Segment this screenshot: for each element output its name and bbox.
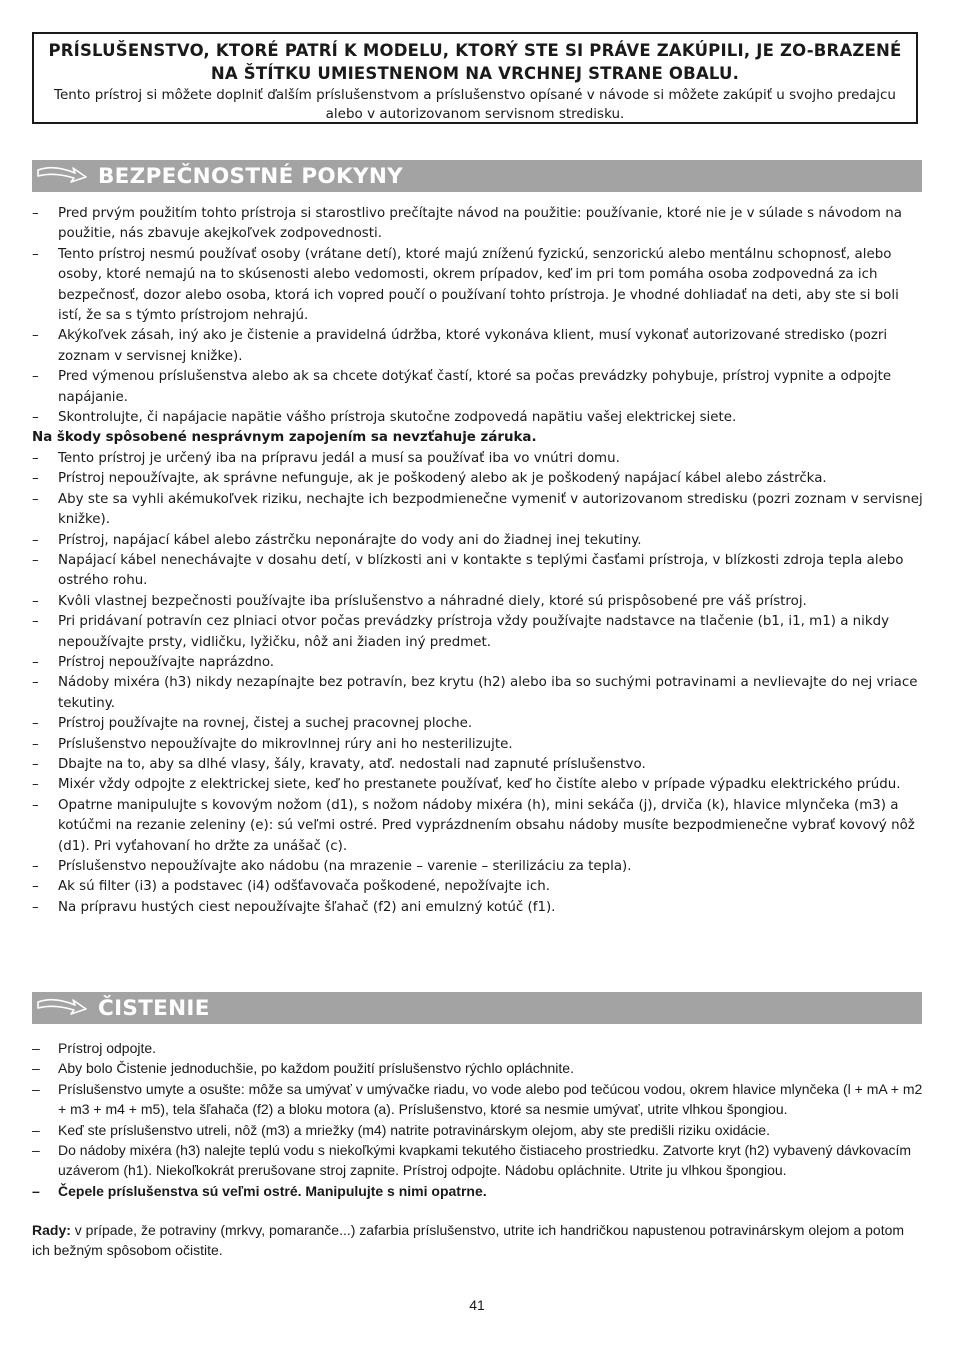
bullet-dash: –	[32, 410, 39, 426]
bullet-dash: –	[32, 532, 39, 548]
bullet-dash: –	[32, 593, 39, 609]
list-item-text: Ak sú filter (i3) a podstavec (i4) odšťavovača poškodené, nepožívajte ich.	[58, 879, 550, 895]
list-item-text: Tento prístroj je určený iba na prípravu jedál a musí sa používať iba vo vnútri domu.	[58, 450, 620, 466]
tip-paragraph	[32, 1220, 924, 1261]
list-item-text: Pri pridávaní potravín cez plniaci otvor počas prevádzky prístroja vždy používajte nadstavce na tlačenie (b1, i1, m1) a nikdy nepoužívajte prsty, vidličku, lyžičku, nôž ani žiaden iný predmet.	[58, 614, 890, 650]
list-item	[32, 1038, 924, 1058]
list-item	[32, 612, 924, 653]
bullet-dash: –	[32, 879, 39, 895]
bullet-dash: –	[32, 491, 39, 507]
list-item-text: Pred prvým použitím tohto prístroja si starostlivo prečítajte návod na použitie: používanie, ktoré nie je v súlade s návodom na použitie, nás zbavuje akejkoľvek zodpovednosti.	[58, 206, 902, 242]
bullet-dash: –	[32, 675, 39, 691]
tip-text: v prípade, že potraviny (mrkvy, pomaranče...) zafarbia príslušenstvo, utrite ich handričkou napustenou potravinárskym olejom a potom ich bežným spôsobom očistite.	[32, 1222, 905, 1259]
list-item-text: Aby ste sa vyhli akémukoľvek riziku, nechajte ich bezpodmienečne vymeniť v autorizovanom stredisku (pozri zoznam v servisnej knižke).	[58, 491, 923, 528]
list-item-text: Dbajte na to, aby sa dlhé vlasy, šály, kravaty, atď. nedostali nad zapnuté príslušenstvo.	[58, 756, 646, 772]
tip-label: Rady:	[32, 1222, 71, 1238]
list-item	[32, 367, 924, 408]
list-item-text: Napájací kábel nenechávajte v dosahu detí, v blízkosti ani v kontakte s teplými časťami prístroja, v blízkosti zdroja tepla alebo ostrého rohu.	[58, 552, 904, 589]
section-header-cleaning	[32, 992, 922, 1024]
list-item	[32, 1079, 924, 1120]
list-item-text: Prístroj, napájací kábel alebo zástrčku neponárajte do vody ani do žiadnej inej tekutiny.	[58, 532, 642, 548]
section-title-cleaning: ČISTENIE	[98, 996, 210, 1021]
list-item	[32, 857, 924, 877]
notice-title: PRÍSLUŠENSTVO, KTORÉ PATRÍ K MODELU, KTORÝ STE SI PRÁVE ZAKÚPILI, JE ZO-BRAZENÉ NA ŠTÍTKU UMIESTNENOM NA VRCHNEJ STRANE OBALU.	[48, 41, 902, 83]
arrow-icon	[35, 164, 89, 188]
list-item-text: Príslušenstvo umyte a osušte: môže sa umývať v umývačke riadu, vo vode alebo pod tečúcou vodou, okrem hlavice mlynčeka (l + mA + m2 + m3 + m4 + m5), tela šľahača (f2) a bloku motora (a). Príslušenstvo, ktoré sa nesmie umývať, utrite vlhkou špongiou.	[58, 1080, 923, 1118]
list-item-text: Aby bolo Čistenie jednoduchšie, po každom použití príslušenstvo rýchlo opláchnite.	[58, 1060, 574, 1077]
bullet-dash: –	[32, 1060, 40, 1077]
list-item	[32, 245, 924, 327]
list-item	[32, 449, 924, 469]
bullet-dash: –	[32, 246, 39, 262]
bullet-dash: –	[32, 716, 39, 732]
list-item	[32, 877, 924, 897]
list-item	[32, 775, 924, 795]
list-item	[32, 1058, 924, 1078]
list-item-text: Na prípravu hustých ciest nepoužívajte šľahač (f2) ani emulzný kotúč (f1).	[58, 899, 556, 915]
list-item	[32, 714, 924, 734]
list-item	[32, 592, 924, 612]
bullet-dash: –	[32, 328, 39, 344]
bullet-dash: –	[32, 797, 39, 813]
bullet-dash: –	[32, 1182, 40, 1199]
list-item-text: Akýkoľvek zásah, iný ako je čistenie a pravidelná údržba, ktoré vykonáva klient, musí vykonať autorizované stredisko (pozri zoznam v servisnej knižke).	[58, 328, 888, 364]
bullet-dash: –	[32, 471, 39, 487]
list-item	[32, 653, 924, 673]
list-item	[32, 1181, 924, 1201]
list-item	[32, 673, 924, 714]
list-item	[32, 531, 924, 551]
bullet-dash: –	[32, 777, 39, 793]
bullet-dash: –	[32, 369, 39, 385]
list-item	[32, 796, 924, 857]
arrow-icon	[35, 996, 89, 1020]
list-item-text: Pred výmenou príslušenstva alebo ak sa chcete dotýkať častí, ktoré sa počas prevádzky pohybuje, prístroj vypnite a odpojte napájanie.	[58, 369, 892, 405]
list-item	[32, 755, 924, 775]
bullet-dash: –	[32, 654, 39, 670]
notice-text: Tento prístroj si môžete doplniť ďalším príslušenstvom a príslušenstvo opísané v návode si môžete zakúpiť u svojho predajcu alebo v autorizovanom servisnom stredisku.	[54, 87, 896, 122]
bullet-dash: –	[32, 859, 39, 874]
bullet-dash: –	[32, 614, 39, 630]
page-number: 41	[469, 1297, 485, 1313]
list-item-text: Prístroj používajte na rovnej, čistej a suchej pracovnej ploche.	[58, 716, 473, 732]
list-item	[32, 326, 924, 367]
list-item-text: Opatrne manipulujte s kovovým nožom (d1), s nožom nádoby mixéra (h), mini sekáča (j), drviča (k), hlavice mlynčeka (m3) a kotúčmi na rezanie zeleniny (e): sú veľmi ostré. Pred vyprázdnením obsahu nádoby musíte bezpodmienečne vybrať kovový nôž (d1). Pri vyťahovaní ho držte za unášač (c).	[58, 797, 915, 854]
bullet-dash: –	[32, 206, 39, 221]
list-item	[32, 469, 924, 489]
bullet-dash: –	[32, 1142, 40, 1159]
bullet-dash: –	[32, 1040, 40, 1056]
section-header-safety	[32, 160, 922, 192]
list-item	[32, 408, 924, 428]
list-item	[32, 735, 924, 755]
list-item	[32, 1140, 924, 1181]
bullet-dash: –	[32, 552, 39, 568]
list-item-text: Mixér vždy odpojte z elektrickej siete, keď ho prestanete používať, keď ho čistíte alebo v prípade výpadku elektrického prúdu.	[58, 777, 901, 793]
list-item-text: Skontrolujte, či napájacie napätie vášho prístroja skutočne zodpovedá napätiu vašej elektrickej siete.	[58, 410, 737, 426]
accessories-notice-box	[32, 32, 918, 124]
list-item	[32, 490, 924, 531]
list-item-text: Keď ste príslušenstvo utreli, nôž (m3) a mriežky (m4) natrite potravinárskym olejom, aby ste predišli riziku oxidácie.	[58, 1121, 770, 1138]
list-item-text: Kvôli vlastnej bezpečnosti používajte iba príslušenstvo a náhradné diely, ktoré sú prispôsobené pre váš prístroj.	[58, 593, 807, 609]
list-item-text: Nádoby mixéra (h3) nikdy nezapínajte bez potravín, bez krytu (h2) alebo iba so suchými potravinami a nevlievajte do nej vriace tekutiny.	[58, 675, 918, 711]
list-item-text: Do nádoby mixéra (h3) nalejte teplú vodu s niekoľkými kvapkami tekutého čistiaceho prostriedku. Zatvorte kryt (h2) vybavený dávkovacím uzáverom (h1). Niekoľkokrát prerušovane stroj zapnite. Prístroj odpojte. Nádobu opláchnite. Utrite ju vlhkou špongiou.	[58, 1142, 912, 1179]
list-item	[32, 551, 924, 592]
bullet-dash: –	[32, 450, 39, 466]
section-title-safety: BEZPEČNOSTNÉ POKYNY	[98, 164, 403, 189]
cleaning-list	[32, 1038, 924, 1201]
bullet-dash: –	[32, 1121, 40, 1138]
bullet-dash: –	[32, 899, 39, 915]
safety-list	[32, 204, 924, 918]
list-item	[32, 1120, 924, 1140]
bullet-dash: –	[32, 736, 39, 752]
list-item-text: Čepele príslušenstva sú veľmi ostré. Manipulujte s nimi opatrne.	[58, 1182, 487, 1199]
list-item-text: Prístroj nepoužívajte naprázdno.	[58, 654, 275, 670]
bullet-dash: –	[32, 756, 39, 772]
list-item-text: Prístroj nepoužívajte, ak správne nefunguje, ak je poškodený alebo ak je poškodený napájací kábel alebo zástrčka.	[58, 471, 827, 487]
list-item-text: Príslušenstvo nepoužívajte do mikrovlnnej rúry ani ho nesterilizujte.	[58, 736, 513, 752]
list-item-text: Príslušenstvo nepoužívajte ako nádobu (na mrazenie – varenie – sterilizáciu za tepla).	[58, 859, 632, 874]
list-item	[32, 204, 924, 245]
list-item-text: Prístroj odpojte.	[58, 1040, 157, 1056]
bullet-dash: –	[32, 1080, 40, 1097]
warranty-warning: Na škody spôsobené nesprávnym zapojením sa nevzťahuje záruka.	[32, 430, 537, 446]
list-item	[32, 898, 924, 918]
list-item-text: Tento prístroj nesmú používať osoby (vrátane detí), ktoré majú zníženú fyzickú, senzorickú alebo mentálnu schopnosť, alebo osoby, ktoré nemajú na to skúsenosti alebo vedomosti, okrem prípadov, keď im pri tom pomáha osoba zodpovedná za ich bezpečnosť, dozor alebo osoba, ktorá ich vopred poučí o používaní tohto prístroja. Je vhodné dohliadať na deti, aby ste si boli istí, že sa s týmto prístrojom nehrajú.	[58, 246, 899, 324]
